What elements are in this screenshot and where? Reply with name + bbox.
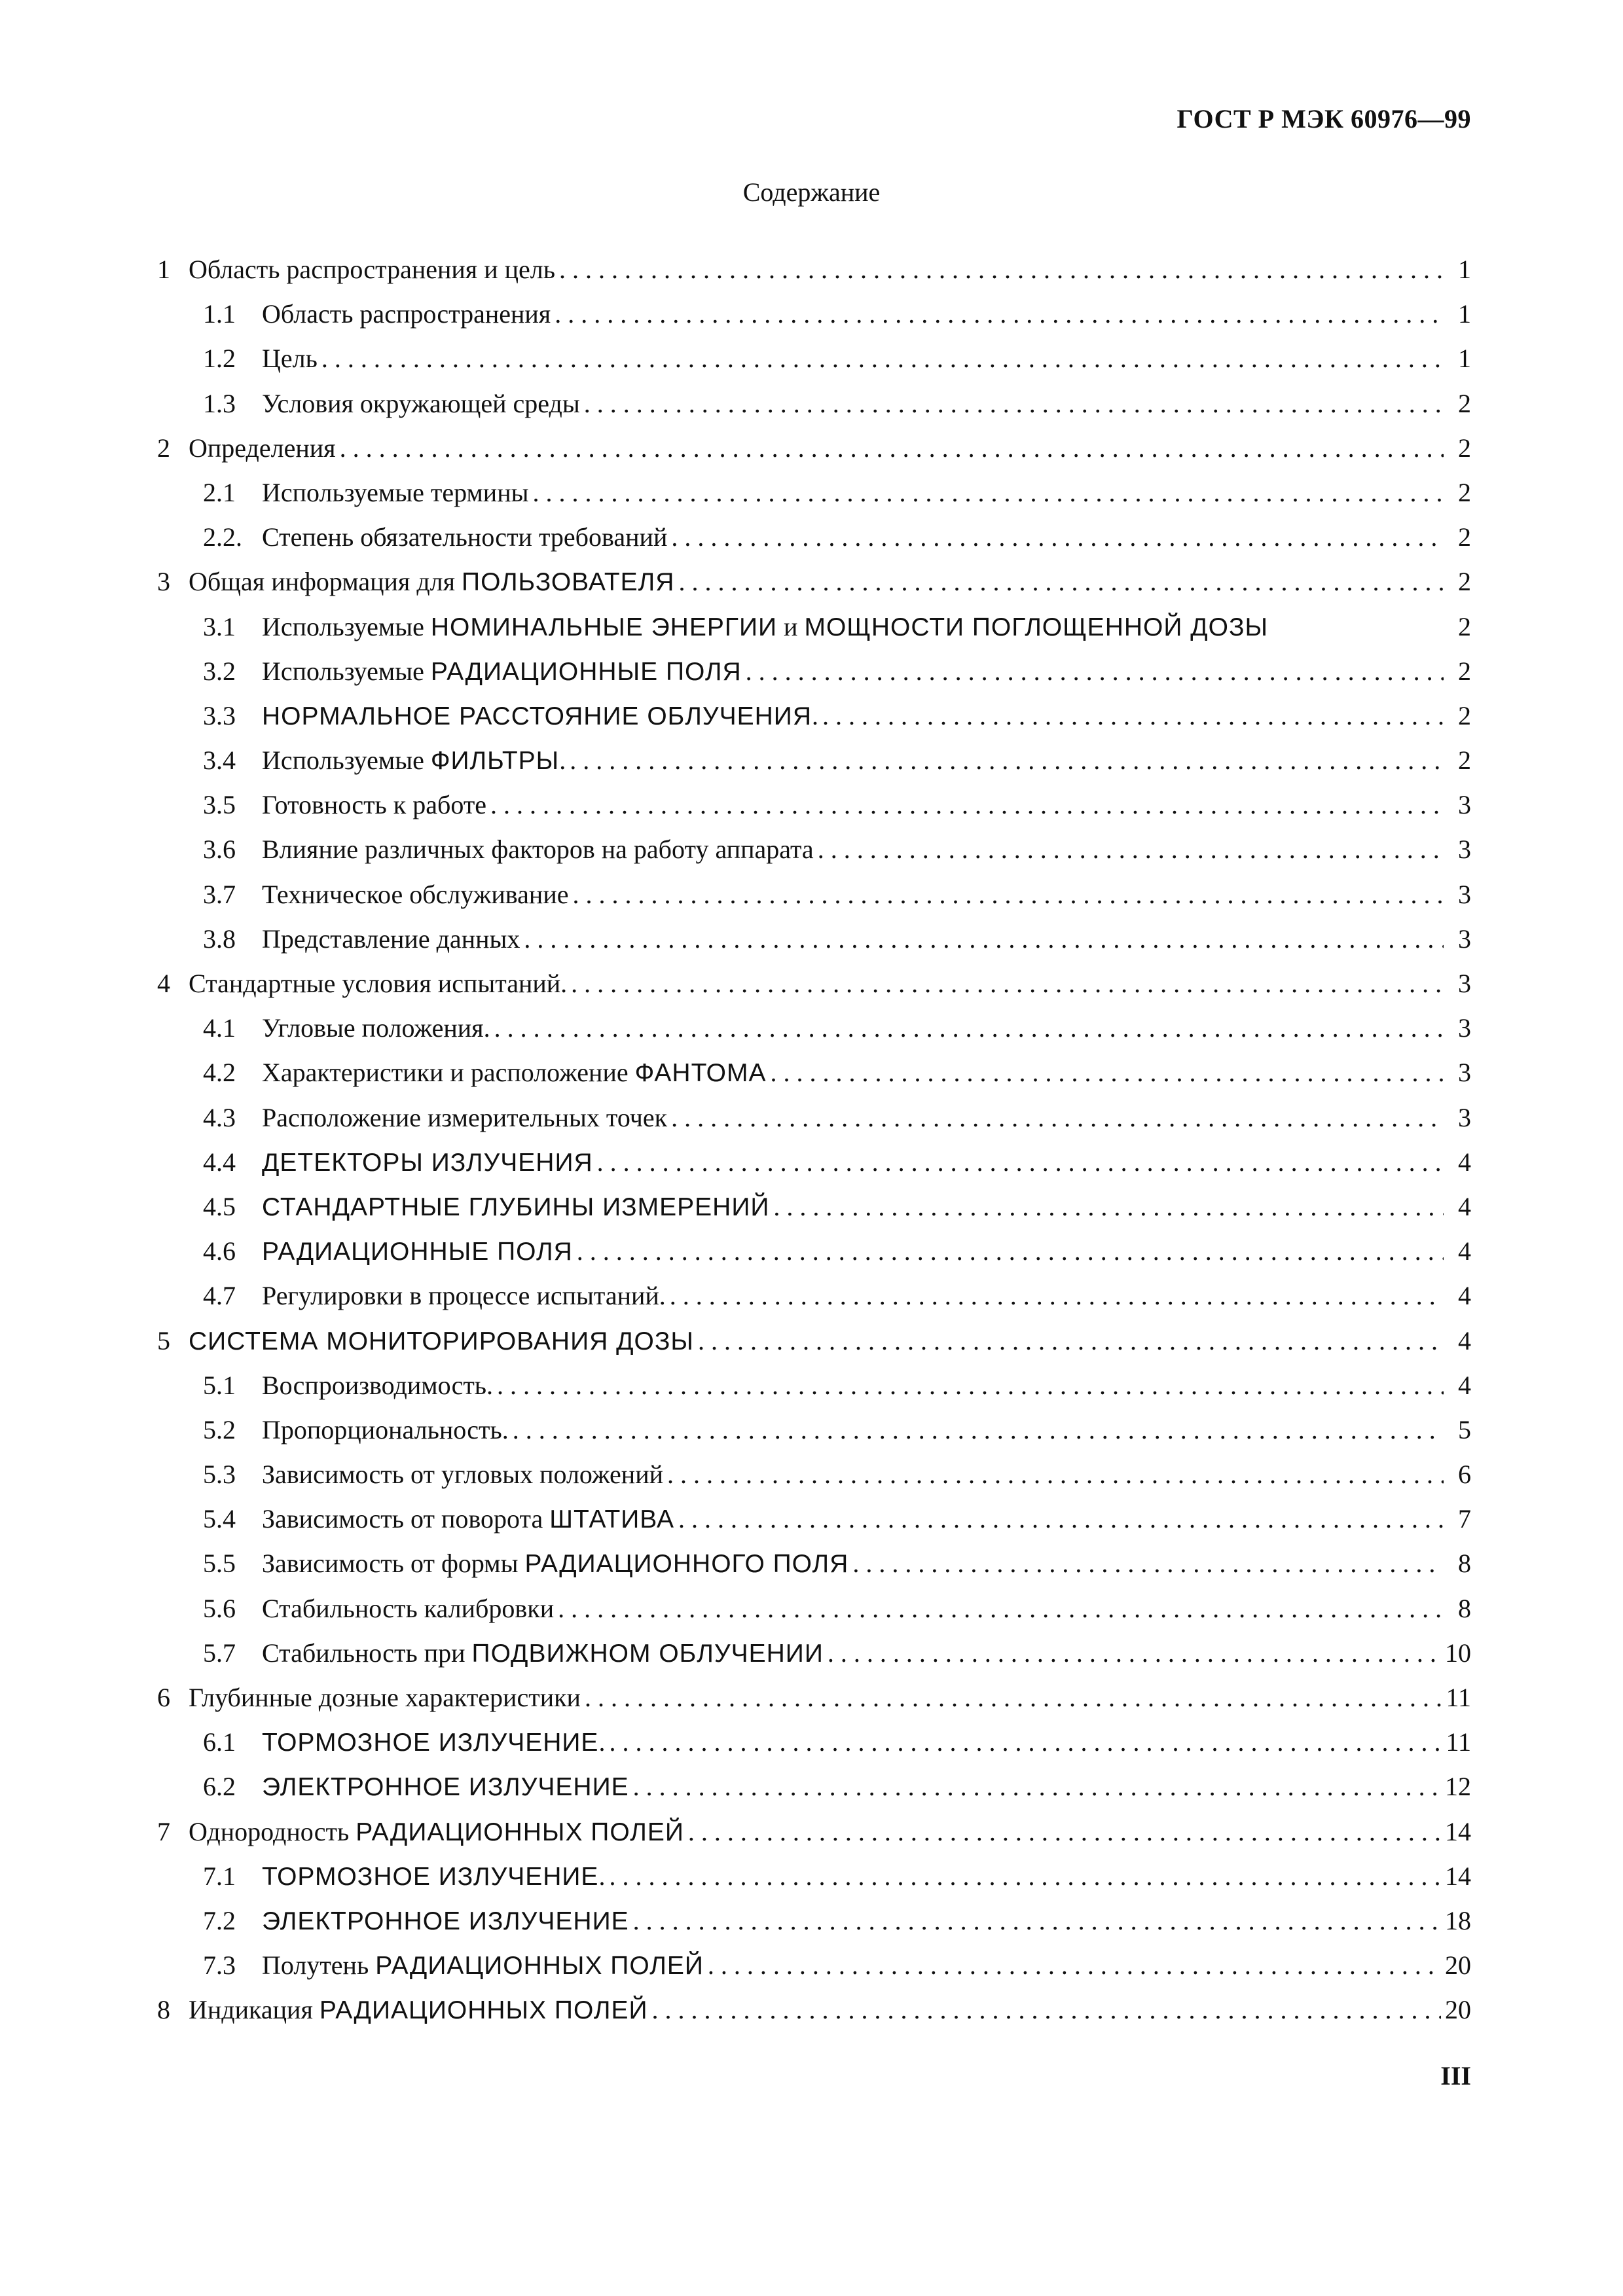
toc-entry-number: 3.2 (203, 656, 236, 686)
toc-entry-page: 4 (1458, 1236, 1471, 1266)
toc-entry-number: 6 (157, 1683, 170, 1712)
toc-entry-title-part: Используемые (262, 611, 431, 641)
toc-dot-leader (609, 1720, 1442, 1765)
toc-entry-page: 2 (1458, 700, 1471, 730)
toc-entry-number: 3.4 (203, 745, 236, 776)
toc-entry (157, 1631, 1471, 1676)
toc-entry-title-part: ТОРМОЗНОЕ ИЗЛУЧЕНИЕ (262, 1862, 599, 1891)
toc-entry-number: 6.1 (203, 1727, 236, 1757)
toc-entry-number: 2 (157, 433, 170, 463)
toc-entry (157, 1185, 1471, 1229)
toc-entry-page: 2 (1458, 611, 1471, 641)
toc-dot-leader (585, 1676, 1442, 1720)
toc-entry-title (262, 649, 742, 694)
toc-entry-page: 14 (1445, 1816, 1471, 1846)
toc-entry-number: 4.3 (203, 1102, 236, 1132)
toc-entry-number: 5.3 (203, 1460, 236, 1490)
toc-entry-title-part: Используемые (262, 656, 431, 686)
toc-dot-leader (633, 1899, 1441, 1943)
toc-entry (157, 649, 1471, 694)
toc-entry-title (262, 1720, 605, 1765)
toc-dot-leader (597, 1140, 1444, 1185)
toc-dot-leader (633, 1765, 1441, 1809)
toc-entry-title-part: Зависимость от формы (262, 1549, 525, 1579)
toc-entry (157, 1587, 1471, 1631)
toc-entry-title-part: ЭЛЕКТРОННОЕ ИЗЛУЧЕНИЕ (262, 1907, 629, 1935)
toc-entry-number: 7.3 (203, 1950, 236, 1981)
toc-entry-title (262, 738, 566, 783)
toc-dot-leader (558, 1587, 1444, 1631)
toc-entry (157, 560, 1471, 604)
toc-entry-title-part: Глубинные дозные характеристики (189, 1683, 581, 1712)
toc-entry-title-part: Зависимость от угловых положений (262, 1460, 664, 1490)
toc-entry-title (262, 336, 318, 381)
toc-entry-title (262, 471, 528, 515)
toc-entry-title (262, 1899, 629, 1944)
toc-entry (157, 1720, 1471, 1765)
toc-entry-page: 1 (1458, 299, 1471, 329)
toc-entry-title-part: Общая информация для (189, 567, 462, 597)
toc-dot-leader (652, 1988, 1442, 2032)
toc-dot-leader (532, 471, 1444, 515)
toc-dot-leader (671, 515, 1444, 560)
toc-entry-title-part: РАДИАЦИОННЫХ ПОЛЕЙ (375, 1952, 704, 1981)
toc-entry-number: 7.2 (203, 1905, 236, 1935)
toc-entry-number: 3.1 (203, 611, 236, 641)
toc-entry (157, 426, 1471, 471)
toc-entry-number: 4.2 (203, 1058, 236, 1088)
toc-dot-leader (671, 1096, 1444, 1140)
toc-entry-page: 8 (1458, 1549, 1471, 1579)
toc-entry-title-part: . (559, 745, 566, 776)
toc-entry-number: 5.1 (203, 1370, 236, 1400)
toc-entry (157, 471, 1471, 515)
toc-dot-leader (667, 1452, 1444, 1497)
toc-entry-title (262, 1408, 509, 1452)
toc-entry-title-part: ФИЛЬТРЫ (430, 747, 560, 776)
toc-entry-title (189, 1676, 581, 1720)
toc-dot-leader (698, 1319, 1444, 1363)
toc-entry-number: 3.3 (203, 700, 236, 730)
toc-entry-title-part: Готовность к работе (262, 790, 487, 820)
toc-entry-title (262, 1854, 605, 1899)
toc-entry-page: 1 (1458, 344, 1471, 374)
toc-entry-title-part: Область распространения (262, 299, 551, 329)
toc-entry-page: 2 (1458, 656, 1471, 686)
toc-entry-title-part: ЭЛЕКТРОННОЕ ИЗЛУЧЕНИЕ (262, 1773, 629, 1802)
toc-entry-number: 7 (157, 1816, 170, 1846)
toc-entry-title-part: РАДИАЦИОННЫХ ПОЛЕЙ (356, 1818, 684, 1846)
toc-entry-title-part: Однородность (189, 1816, 356, 1846)
toc-entry-number: 4.7 (203, 1281, 236, 1311)
toc-entry-title-part: Влияние различных факторов на работу аппарата (262, 834, 814, 865)
toc-entry (157, 1096, 1471, 1140)
toc-dot-leader (609, 1854, 1441, 1899)
toc-dot-leader (822, 694, 1444, 738)
toc-dot-leader (746, 649, 1444, 694)
toc-dot-leader (688, 1810, 1441, 1854)
toc-entry (157, 1854, 1471, 1899)
toc-entry-number: 5.6 (203, 1593, 236, 1623)
toc-dot-leader (584, 382, 1444, 426)
toc-entry-title-part: РАДИАЦИОННЫХ ПОЛЕЙ (319, 1996, 648, 2025)
toc-entry-number: 2.1 (203, 477, 236, 507)
toc-entry-number: 3.6 (203, 834, 236, 865)
toc-entry-title-part: Регулировки в процессе испытаний. (262, 1281, 666, 1311)
toc-entry-title-part: Расположение измерительных точек (262, 1102, 668, 1132)
toc-entry-page: 2 (1458, 522, 1471, 552)
toc-entry-page: 10 (1445, 1638, 1471, 1668)
toc-entry (157, 1497, 1471, 1541)
toc-entry-title (262, 1006, 490, 1050)
toc-entry-title-part: СИСТЕМА МОНИТОРИРОВАНИЯ ДОЗЫ (189, 1327, 694, 1355)
toc-entry-page: 20 (1445, 1995, 1471, 2025)
toc-entry-page: 12 (1445, 1772, 1471, 1802)
toc-entry-title-part: . (811, 700, 818, 730)
toc-entry-title-part: НОМИНАЛЬНЫЕ ЭНЕРГИИ (430, 613, 778, 641)
toc-entry-page: 2 (1458, 477, 1471, 507)
toc-entry-title-part: Определения (189, 433, 336, 463)
toc-entry-title-part: Зависимость от поворота (262, 1504, 550, 1534)
toc-entry (157, 1810, 1471, 1854)
toc-entry (157, 605, 1471, 649)
toc-entry-page: 4 (1458, 1281, 1471, 1311)
toc-title: Содержание (742, 177, 881, 207)
toc-entry-title (262, 1229, 573, 1274)
toc-entry-title (189, 247, 555, 292)
toc-entry-title-part: ШТАТИВА (549, 1505, 675, 1534)
toc-entry-title-part: Область распространения и цель (189, 255, 555, 284)
toc-entry-title (189, 1319, 694, 1364)
toc-entry-title (262, 1140, 593, 1185)
toc-entry-title-part: Цель (262, 344, 318, 374)
toc-entry-page: 5 (1458, 1414, 1471, 1444)
toc-entry-page: 4 (1458, 1147, 1471, 1177)
toc-entry-title-part: Стабильность при (262, 1638, 472, 1668)
toc-entry (157, 1140, 1471, 1185)
toc-dot-leader (572, 872, 1444, 917)
toc-entry-title-part: ТОРМОЗНОЕ ИЗЛУЧЕНИЕ (262, 1729, 599, 1757)
toc-entry-page: 2 (1458, 433, 1471, 463)
toc-entry-title (262, 1274, 666, 1318)
toc-entry-number: 4.5 (203, 1191, 236, 1221)
toc-entry-page: 8 (1458, 1593, 1471, 1623)
toc-dot-leader (494, 1006, 1444, 1050)
toc-entry-page: 7 (1458, 1504, 1471, 1534)
toc-entry (157, 961, 1471, 1006)
toc-entry-title-part: Характеристики и расположение (262, 1058, 635, 1088)
toc-entry-title (262, 515, 667, 560)
toc-entry-page: 3 (1458, 924, 1471, 954)
toc-entry (157, 1319, 1471, 1363)
toc-entry-title-part: Угловые положения. (262, 1013, 490, 1043)
toc-entry-page: 3 (1458, 1058, 1471, 1088)
toc-entry-page: 14 (1445, 1861, 1471, 1891)
toc-entry-number: 5.2 (203, 1414, 236, 1444)
toc-entry (157, 247, 1471, 292)
toc-entry (157, 336, 1471, 381)
toc-entry-page: 3 (1458, 790, 1471, 820)
toc-entry-page: 11 (1446, 1683, 1471, 1712)
toc-entry (157, 1943, 1471, 1988)
toc-entry (157, 1006, 1471, 1050)
toc-entry-page: 20 (1445, 1950, 1471, 1981)
toc-entry (157, 694, 1471, 738)
toc-entry-title-part: Условия окружающей среды (262, 388, 580, 418)
toc-entry-title (262, 1587, 554, 1631)
toc-entry-number: 3 (157, 567, 170, 597)
toc-entry (157, 1676, 1471, 1720)
toc-entry-number: 3.8 (203, 924, 236, 954)
toc-dot-leader (497, 1363, 1444, 1408)
toc-entry-title (262, 1631, 824, 1676)
toc-entry (157, 1050, 1471, 1095)
toc-entry (157, 827, 1471, 872)
toc-entry-title (262, 783, 486, 827)
toc-entry-title-part: Индикация (189, 1995, 319, 2025)
toc-dot-leader (708, 1943, 1441, 1988)
toc-entry-title (262, 1765, 629, 1810)
toc-entry-title (189, 961, 567, 1006)
toc-entry-title-part: . (598, 1727, 606, 1757)
toc-entry-number: 1 (157, 255, 170, 284)
toc-entry (157, 872, 1471, 917)
toc-dot-leader (524, 917, 1444, 961)
toc-entry-page: 3 (1458, 1102, 1471, 1132)
toc-entry-number: 5 (157, 1325, 170, 1355)
table-of-contents (157, 247, 1471, 2033)
toc-entry-page: 3 (1458, 1013, 1471, 1043)
toc-entry (157, 783, 1471, 827)
toc-entry-title (262, 605, 1268, 650)
toc-entry (157, 1452, 1471, 1497)
toc-entry (157, 1988, 1471, 2032)
toc-dot-leader (321, 336, 1444, 381)
toc-dot-leader (828, 1631, 1441, 1676)
toc-entry-title-part: РАДИАЦИОННЫЕ ПОЛЯ (262, 1238, 573, 1266)
toc-entry-page: 2 (1458, 567, 1471, 597)
toc-entry-title-part: РАДИАЦИОННЫЕ ПОЛЯ (430, 657, 742, 686)
toc-dot-leader (577, 1229, 1444, 1274)
toc-dot-leader (490, 783, 1444, 827)
toc-dot-leader (570, 738, 1444, 783)
toc-entry-title (189, 1810, 684, 1855)
toc-entry-title (189, 1988, 648, 2033)
toc-entry (157, 1229, 1471, 1274)
toc-entry (157, 1274, 1471, 1318)
toc-entry-title-part: ПОЛЬЗОВАТЕЛЯ (462, 568, 675, 597)
toc-entry-title (262, 872, 568, 917)
toc-entry-page: 1 (1458, 255, 1471, 284)
toc-entry-title (262, 1497, 674, 1542)
toc-entry-title (262, 1185, 769, 1230)
toc-entry-number: 4.4 (203, 1147, 236, 1177)
toc-entry-title (262, 1541, 848, 1587)
toc-entry (157, 1541, 1471, 1586)
toc-entry (157, 1408, 1471, 1452)
toc-dot-leader (340, 426, 1444, 471)
toc-dot-leader (670, 1274, 1444, 1318)
toc-dot-leader (513, 1408, 1444, 1452)
toc-entry-number: 1.2 (203, 344, 236, 374)
toc-entry (157, 1363, 1471, 1408)
toc-dot-leader (678, 1497, 1444, 1541)
toc-entry-number: 3.5 (203, 790, 236, 820)
toc-entry-title (262, 917, 520, 961)
toc-entry (157, 917, 1471, 961)
toc-entry-title-part: НОРМАЛЬНОЕ РАССТОЯНИЕ ОБЛУЧЕНИЯ (262, 702, 812, 730)
toc-entry-title-part: ПОДВИЖНОМ ОБЛУЧЕНИИ (471, 1639, 824, 1668)
toc-entry-number: 8 (157, 1995, 170, 2025)
toc-entry-page: 18 (1445, 1905, 1471, 1935)
toc-entry-number: 4.6 (203, 1236, 236, 1266)
toc-entry (157, 1899, 1471, 1943)
toc-entry-title-part: Пропорциональность. (262, 1414, 509, 1444)
toc-entry-title-part: СТАНДАРТНЫЕ ГЛУБИНЫ ИЗМЕРЕНИЙ (262, 1193, 770, 1221)
toc-entry-number: 2.2. (203, 522, 242, 552)
toc-entry-title (262, 1943, 704, 1988)
toc-entry-title-part: Степень обязательности требований (262, 522, 668, 552)
toc-entry-number: 4.1 (203, 1013, 236, 1043)
toc-entry-title-part: Стандартные условия испытаний. (189, 969, 568, 998)
toc-entry-title-part: Используемые термины (262, 477, 529, 507)
toc-entry (157, 738, 1471, 783)
toc-dot-leader (818, 827, 1444, 872)
toc-entry (157, 1765, 1471, 1809)
toc-entry-title (262, 382, 580, 426)
toc-entry-title (262, 1363, 493, 1408)
toc-entry-title-part: Воспроизводимость. (262, 1370, 494, 1400)
toc-entry-number: 5.5 (203, 1549, 236, 1579)
toc-entry-title-part: Полутень (262, 1950, 376, 1981)
toc-entry-title-part: Используемые (262, 745, 431, 776)
toc-entry (157, 292, 1471, 336)
toc-entry-title (262, 694, 818, 739)
toc-entry-title-part: . (598, 1861, 606, 1891)
toc-entry-page: 4 (1458, 1191, 1471, 1221)
toc-entry-number: 4 (157, 969, 170, 998)
toc-entry-page: 3 (1458, 834, 1471, 865)
toc-entry-title (262, 292, 551, 336)
toc-entry-title-part: Представление данных (262, 924, 520, 954)
toc-entry-title (262, 827, 814, 872)
toc-entry-page: 2 (1458, 388, 1471, 418)
toc-entry-number: 1.1 (203, 299, 236, 329)
toc-entry-title-part: Техническое обслуживание (262, 879, 569, 909)
toc-entry-page: 4 (1458, 1325, 1471, 1355)
document-designation: ГОСТ Р МЭК 60976—99 (1176, 104, 1471, 134)
toc-entry-title-part: РАДИАЦИОННОГО ПОЛЯ (524, 1550, 849, 1579)
toc-entry-title-part: ФАНТОМА (634, 1059, 767, 1088)
toc-entry-page: 11 (1446, 1727, 1471, 1757)
toc-entry-title-part: МОЩНОСТИ ПОГЛОЩЕННОЙ ДОЗЫ (804, 613, 1269, 641)
toc-entry-title (189, 426, 336, 471)
toc-entry-page: 2 (1458, 745, 1471, 776)
toc-dot-leader (852, 1541, 1444, 1586)
toc-entry-page: 3 (1458, 969, 1471, 998)
toc-dot-leader (771, 1050, 1444, 1095)
toc-entry (157, 515, 1471, 560)
toc-entry-number: 5.7 (203, 1638, 236, 1668)
toc-entry-page: 6 (1458, 1460, 1471, 1490)
toc-dot-leader (559, 247, 1444, 292)
toc-entry-number: 3.7 (203, 879, 236, 909)
toc-entry-title-part: ДЕТЕКТОРЫ ИЗЛУЧЕНИЯ (262, 1148, 593, 1177)
toc-entry-number: 5.4 (203, 1504, 236, 1534)
toc-entry-number: 7.1 (203, 1861, 236, 1891)
toc-entry-title (189, 560, 674, 605)
toc-dot-leader (555, 292, 1444, 336)
toc-entry-page: 4 (1458, 1370, 1471, 1400)
toc-entry-number: 6.2 (203, 1772, 236, 1802)
toc-entry (157, 382, 1471, 426)
toc-entry-page: 3 (1458, 879, 1471, 909)
toc-entry-title (262, 1050, 767, 1096)
toc-entry-title-part: и (777, 611, 805, 641)
toc-dot-leader (678, 560, 1444, 604)
page-number: III (1440, 2061, 1471, 2090)
toc-dot-leader (571, 961, 1444, 1006)
toc-entry-title (262, 1096, 667, 1140)
toc-entry-title (262, 1452, 663, 1497)
toc-entry-title-part: Стабильность калибровки (262, 1593, 555, 1623)
toc-entry-number: 1.3 (203, 388, 236, 418)
toc-dot-leader (773, 1185, 1444, 1229)
